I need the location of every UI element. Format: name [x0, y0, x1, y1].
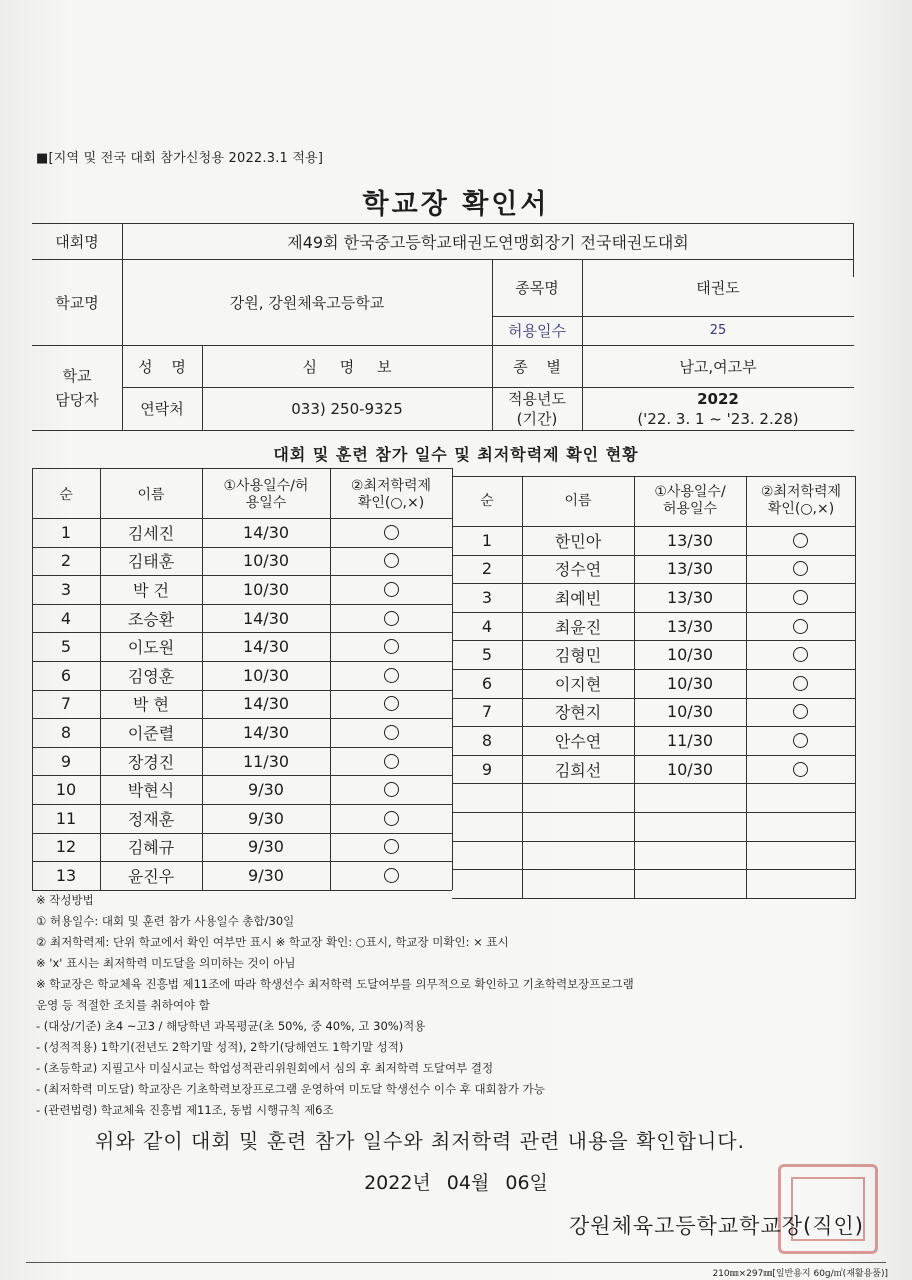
athlete-name: 이지현: [554, 674, 602, 694]
notes-section: [36, 890, 876, 1121]
note-line: ① 허용일수: 대회 및 훈련 참가 사용일수 총합/30일: [36, 914, 295, 928]
col-header-check-l2: 확인(○,×): [357, 495, 425, 511]
manager-label: [32, 345, 122, 430]
athlete-name: 정재훈: [127, 809, 175, 829]
form-label: ■[지역 및 전국 대회 참가신청용 2022.3.1 적용]: [36, 151, 324, 166]
col-header-check-right-l1: ②최저학력제: [760, 484, 842, 500]
sport-label: 종목명: [515, 279, 559, 297]
athlete-name: 장현지: [554, 703, 602, 723]
signer-line: 강원체육고등학교학교장(직인): [568, 1214, 864, 1238]
circle-check-icon: [384, 639, 399, 654]
document-date: 2022년 04월 06일: [364, 1172, 548, 1194]
used-days: 13/30: [666, 530, 714, 550]
check-mark: [746, 526, 855, 555]
circle-check-icon: [384, 668, 399, 683]
athlete-name: 장경진: [127, 752, 175, 772]
grid-line: [452, 869, 856, 870]
athlete-name: 조승환: [127, 609, 175, 629]
row-number: 12: [55, 837, 77, 857]
athlete-name: 김영훈: [127, 666, 175, 686]
athlete-name: 박현식: [127, 781, 175, 801]
circle-check-icon: [793, 676, 808, 691]
row-number: 6: [481, 673, 493, 693]
athlete-name: 김세진: [127, 523, 175, 543]
col-header-check: [330, 472, 452, 518]
circle-check-icon: [793, 733, 808, 748]
circle-check-icon: [384, 725, 399, 740]
circle-check-icon: [384, 525, 399, 540]
col-header-check-l1: ②최저학력제: [350, 478, 432, 494]
used-days: 13/30: [666, 587, 714, 607]
row-number: 11: [55, 808, 77, 828]
circle-check-icon: [384, 782, 399, 797]
used-days: 14/30: [242, 694, 290, 714]
row-number: 13: [55, 865, 77, 885]
check-mark: [330, 775, 452, 804]
circle-check-icon: [793, 762, 808, 777]
event-label: 대회명: [55, 232, 99, 251]
name-label: 성 명: [138, 357, 186, 376]
year-label: [492, 387, 582, 430]
category-value: 남고,여고부: [679, 357, 757, 376]
athlete-name: 이도원: [127, 638, 175, 658]
period-value: ('22. 3. 1 ~ '23. 2.28): [637, 409, 799, 428]
circle-check-icon: [384, 553, 399, 568]
check-mark: [330, 747, 452, 776]
athlete-name: 김형민: [554, 646, 602, 666]
check-mark: [746, 612, 855, 641]
row-number: 1: [60, 522, 72, 542]
grid-line: [452, 783, 856, 784]
circle-check-icon: [793, 590, 808, 605]
used-days: 9/30: [248, 808, 284, 828]
event-value: 제49회 한국중고등학교태권도연맹회장기 전국태권도대회: [287, 232, 689, 252]
used-days: 14/30: [242, 608, 290, 628]
used-days: 14/30: [242, 522, 290, 542]
circle-check-icon: [384, 582, 399, 597]
section-subtitle: 대회 및 훈련 참가 일수 및 최저학력제 확인 현황: [273, 445, 639, 464]
used-days: 10/30: [666, 645, 714, 665]
row-number: 2: [481, 559, 493, 579]
circle-check-icon: [793, 704, 808, 719]
row-number: 7: [481, 702, 493, 722]
row-number: 3: [60, 579, 72, 599]
check-mark: [330, 861, 452, 890]
athlete-name: 이준렬: [127, 723, 175, 743]
note-line: - (관련법령) 학교체육 진흥법 제11조, 동법 시행규칙 제6조: [36, 1103, 334, 1117]
col-header-days-l2: 용일수: [245, 495, 287, 511]
circle-check-icon: [793, 533, 808, 548]
check-mark: [330, 632, 452, 661]
used-days: 11/30: [666, 730, 714, 750]
check-mark: [330, 604, 452, 633]
circle-check-icon: [793, 561, 808, 576]
used-days: 11/30: [242, 751, 290, 771]
col-header-days: [202, 472, 330, 518]
col-header-days-right-l2: 허용일수: [662, 501, 718, 517]
row-number: 1: [481, 530, 493, 550]
col-header-days-right: [634, 478, 746, 524]
check-mark: [330, 547, 452, 576]
grid-line: [855, 476, 856, 898]
check-mark: [330, 661, 452, 690]
row-number: 3: [481, 587, 493, 607]
check-mark: [330, 690, 452, 719]
row-number: 7: [60, 694, 72, 714]
row-number: 10: [55, 780, 77, 800]
athlete-name: 박 현: [133, 695, 169, 715]
row-number: 5: [481, 645, 493, 665]
check-mark: [746, 640, 855, 669]
note-line: ※ 학교장은 학교체육 진흥법 제11조에 따라 학생선수 최저학력 도달여부를 의무적으로 확인하고 기초학력보장프로그램: [36, 977, 634, 991]
check-mark: [746, 555, 855, 584]
year-value-main: 2022: [697, 389, 739, 408]
athlete-name: 김혜규: [127, 838, 175, 858]
allowed-days-value: 25: [709, 323, 727, 338]
year-label-line1: 적용년도: [508, 389, 566, 408]
official-seal-stamp: [778, 1164, 878, 1254]
athlete-name: 최윤진: [554, 617, 602, 637]
grid-line: [452, 476, 856, 477]
col-header-name: 이름: [137, 486, 165, 503]
check-mark: [330, 804, 452, 833]
paper-spec-footer: 210㎜×297㎜[일반용지 60g/㎡(재활용품)]: [712, 1269, 888, 1279]
athlete-name: 김태훈: [127, 552, 175, 572]
note-line: - (대상/기준) 초4 ~고3 / 해당학년 과목평균(초 50%, 중 40%, 고 30%)적용: [36, 1019, 426, 1033]
athlete-name: 박 건: [133, 580, 169, 600]
col-header-check-right: [746, 478, 856, 524]
col-header-no-right: 순: [480, 492, 494, 509]
col-header-name-right: 이름: [564, 492, 592, 509]
contact-label: 연락처: [140, 400, 184, 418]
circle-check-icon: [384, 611, 399, 626]
note-line: - (성적적용) 1학기(전년도 2학기말 성적), 2학기(당해연도 1학기말 성적): [36, 1040, 404, 1054]
used-days: 9/30: [248, 865, 284, 885]
circle-check-icon: [384, 868, 399, 883]
category-label: 종 별: [513, 357, 561, 376]
circle-check-icon: [384, 839, 399, 854]
athlete-name: 최예빈: [554, 588, 602, 608]
check-mark: [330, 518, 452, 547]
grid-line: [452, 812, 856, 813]
athlete-name: 안수연: [554, 731, 602, 751]
grid-line: [32, 468, 452, 469]
used-days: 14/30: [242, 722, 290, 742]
row-number: 9: [481, 759, 493, 779]
note-line: ② 최저학력제: 단위 학교에서 확인 여부만 표시 ※ 학교장 확인: ○표시, 학교장 미확인: × 표시: [36, 935, 509, 949]
used-days: 10/30: [666, 702, 714, 722]
used-days: 10/30: [666, 673, 714, 693]
name-value: 심 명 보: [302, 357, 392, 376]
confirmation-text: 위와 같이 대회 및 훈련 참가 일수와 최저학력 관련 내용을 확인합니다.: [95, 1129, 745, 1153]
grid-line: [452, 841, 856, 842]
row-number: 4: [481, 616, 493, 636]
check-mark: [746, 755, 855, 784]
used-days: 9/30: [248, 837, 284, 857]
allowed-days-label: 허용일수: [508, 322, 566, 340]
year-value: [582, 387, 854, 430]
used-days: 10/30: [242, 551, 290, 571]
check-mark: [330, 833, 452, 862]
manager-label-line2: 담당자: [55, 390, 99, 409]
school-value: 강원, 강원체육고등학교: [229, 293, 385, 312]
check-mark: [746, 698, 855, 727]
participation-table: [32, 468, 856, 890]
circle-check-icon: [793, 619, 808, 634]
used-days: 10/30: [242, 579, 290, 599]
note-line: 운영 등 적절한 조치를 취하여야 함: [36, 998, 210, 1012]
row-number: 5: [60, 637, 72, 657]
athlete-name: 한민아: [554, 531, 602, 551]
school-label: 학교명: [55, 293, 99, 312]
sport-value: 태권도: [696, 279, 740, 297]
row-number: 2: [60, 551, 72, 571]
check-mark: [330, 718, 452, 747]
contact-value: 033) 250-9325: [291, 399, 403, 418]
circle-check-icon: [384, 811, 399, 826]
athlete-name: 김희선: [554, 760, 602, 780]
circle-check-icon: [384, 696, 399, 711]
circle-check-icon: [384, 754, 399, 769]
check-mark: [330, 575, 452, 604]
athlete-name: 정수연: [554, 560, 602, 580]
used-days: 9/30: [248, 780, 284, 800]
used-days: 10/30: [242, 665, 290, 685]
manager-label-line1: 학교: [62, 366, 92, 385]
col-header-days-l1: ①사용일수/허: [223, 478, 309, 494]
row-number: 8: [60, 722, 72, 742]
used-days: 13/30: [666, 616, 714, 636]
col-header-no: 순: [59, 486, 73, 503]
year-label-line2: (기간): [516, 409, 558, 428]
used-days: 13/30: [666, 559, 714, 579]
note-line: - (초등학교) 지필고사 미실시교는 학업성적관리위원회에서 심의 후 최저학력 도달여부 결정: [36, 1061, 494, 1075]
row-number: 9: [60, 751, 72, 771]
athlete-name: 윤진우: [127, 866, 175, 886]
footer-divider: [26, 1262, 886, 1263]
used-days: 14/30: [242, 637, 290, 657]
row-number: 4: [60, 608, 72, 628]
check-mark: [746, 726, 855, 755]
page-title: 학교장 확인서: [362, 189, 550, 220]
col-header-check-right-l2: 확인(○,×): [767, 501, 835, 517]
col-header-days-right-l1: ①사용일수/: [654, 484, 726, 500]
note-line: - (최저학력 미도달) 학교장은 기초학력보장프로그램 운영하여 미도달 학생선수 이수 후 대회참가 가능: [36, 1082, 545, 1096]
check-mark: [746, 583, 855, 612]
note-line: ※ 'x' 표시는 최저학력 미도달을 의미하는 것이 아님: [36, 956, 296, 970]
used-days: 10/30: [666, 759, 714, 779]
row-number: 8: [481, 730, 493, 750]
note-line: ※ 작성방법: [36, 893, 94, 907]
check-mark: [746, 669, 855, 698]
row-number: 6: [60, 665, 72, 685]
circle-check-icon: [793, 647, 808, 662]
info-table: [32, 223, 854, 431]
